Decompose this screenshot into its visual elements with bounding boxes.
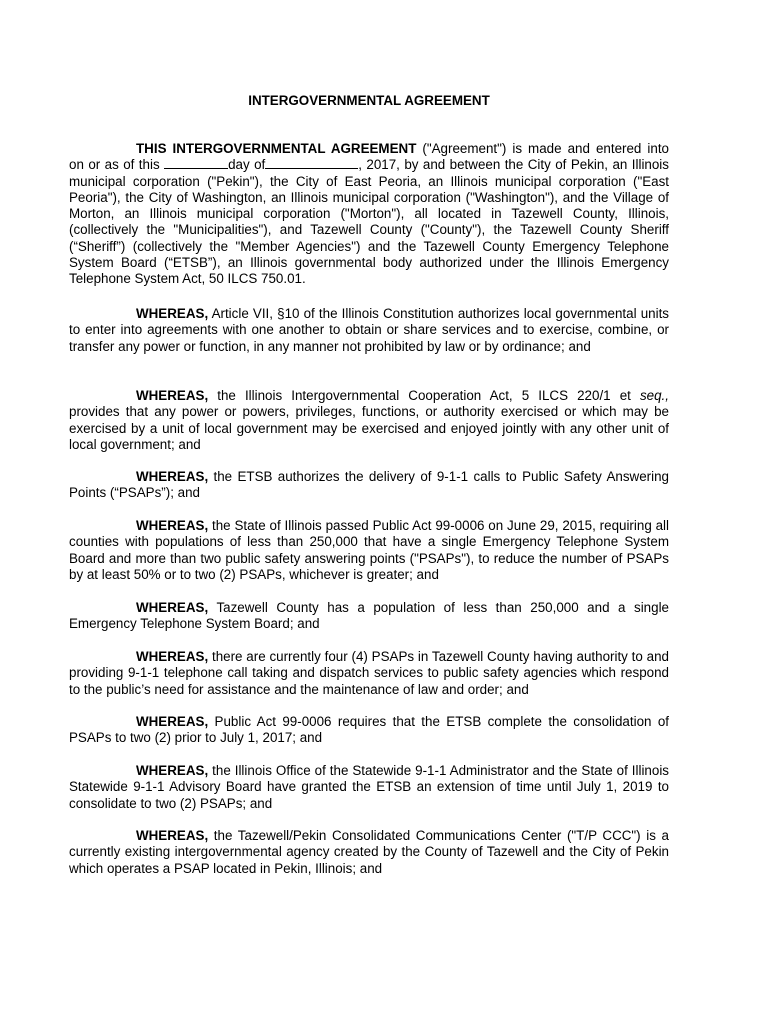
whereas-label: WHEREAS, <box>136 306 209 321</box>
whereas-text: Public Act 99-0006 requires that the ETSB complete the consolidation of PSAPs to two (2) prior to July 1, 2017; and <box>69 714 669 746</box>
document-title: INTERGOVERNMENTAL AGREEMENT <box>248 93 490 108</box>
whereas-paragraph <box>69 469 669 502</box>
whereas-paragraph <box>69 714 669 747</box>
whereas-text: the Illinois Office of the Statewide 9-1-1 Administrator and the State of Illinois Statewide 9-1-1 Advisory Board have granted the ETSB an extension of time until July 1, 2019 to consolidate to two (2) PSAPs; and <box>69 763 669 811</box>
intro-paragraph <box>69 141 669 288</box>
whereas-text: the Illinois Intergovernmental Cooperation Act, 5 ILCS 220/1 et <box>208 388 640 403</box>
whereas-text: Article VII, §10 of the Illinois Constitution authorizes local governmental units to enter into agreements with one another to obtain or share services and to exercise, combine, or transfer any power or function, in any manner not prohibited by law or by ordinance; and <box>69 306 669 354</box>
whereas-label: WHEREAS, <box>136 649 209 664</box>
whereas-paragraph <box>69 518 669 583</box>
whereas-text: the State of Illinois passed Public Act 99-0006 on June 29, 2015, requiring all counties with populations of less than 250,000 that have a single Emergency Telephone System Board and more than two public safety answering points ("PSAPs"), to reduce the number of PSAPs by at least 50% or to two (2) PSAPs, whichever is greater; and <box>69 518 669 582</box>
day-blank-line <box>164 157 228 169</box>
whereas-label: WHEREAS, <box>136 763 209 778</box>
whereas-text-after: provides that any power or powers, privileges, functions, or authority exercised or which may be exercised by a unit of local government may be exercised and enjoyed jointly with any other unit of local government; and <box>69 404 669 452</box>
whereas-paragraph <box>69 306 669 355</box>
intro-lead: THIS INTERGOVERNMENTAL AGREEMENT <box>136 141 417 156</box>
whereas-paragraph <box>69 763 669 812</box>
whereas-paragraph <box>69 600 669 633</box>
whereas-paragraph <box>69 388 669 453</box>
whereas-paragraph <box>69 828 669 877</box>
whereas-label: WHEREAS, <box>136 600 209 615</box>
month-blank-line <box>265 157 358 169</box>
whereas-text: Tazewell County has a population of less than 250,000 and a single Emergency Telephone System Board; and <box>69 600 669 632</box>
whereas-label: WHEREAS, <box>136 828 209 843</box>
whereas-label: WHEREAS, <box>136 469 209 484</box>
whereas-text: the ETSB authorizes the delivery of 9-1-1 calls to Public Safety Answering Points (“PSAPs”); and <box>69 469 669 501</box>
whereas-label: WHEREAS, <box>136 714 209 729</box>
whereas-italic: seq., <box>639 388 669 403</box>
intro-text-2: day of <box>228 157 266 173</box>
whereas-label: WHEREAS, <box>136 388 209 403</box>
whereas-label: WHEREAS, <box>136 518 209 533</box>
whereas-text: there are currently four (4) PSAPs in Tazewell County having authority to and providing 9-1-1 telephone call taking and dispatch services to public safety agencies which respond to the public’s need for assistance and the maintenance of law and order; and <box>69 649 669 697</box>
whereas-paragraph <box>69 649 669 698</box>
intro-text-3: , 2017, by and between the City of Pekin, an Illinois municipal corporation ("Pekin"), the City of East Peoria, an Illinois municipal corporation ("East Peoria"), the City of Washington, an Illinois municipal corporation ("Washington"), and the Village of Morton, an Illinois municipal corporation ("Morton"), all located in Tazewell County, Illinois, (collectively the "Municipalities"), and Tazewell County ("County"), the Tazewell County Sheriff (“Sheriff”) (collectively the "Member Agencies") and the Tazewell County Emergency Telephone System Board (“ETSB”), an Illinois governmental body authorized under the Illinois Emergency Telephone System Act, 50 ILCS 750.01. <box>69 157 669 287</box>
intro-text-1: ("Agreement") is made and entered into on or as of this <box>69 141 669 173</box>
whereas-text: the Tazewell/Pekin Consolidated Communications Center ("T/P CCC") is a currently existing intergovernmental agency created by the County of Tazewell and the City of Pekin which operates a PSAP located in Pekin, Illinois; and <box>69 828 669 876</box>
